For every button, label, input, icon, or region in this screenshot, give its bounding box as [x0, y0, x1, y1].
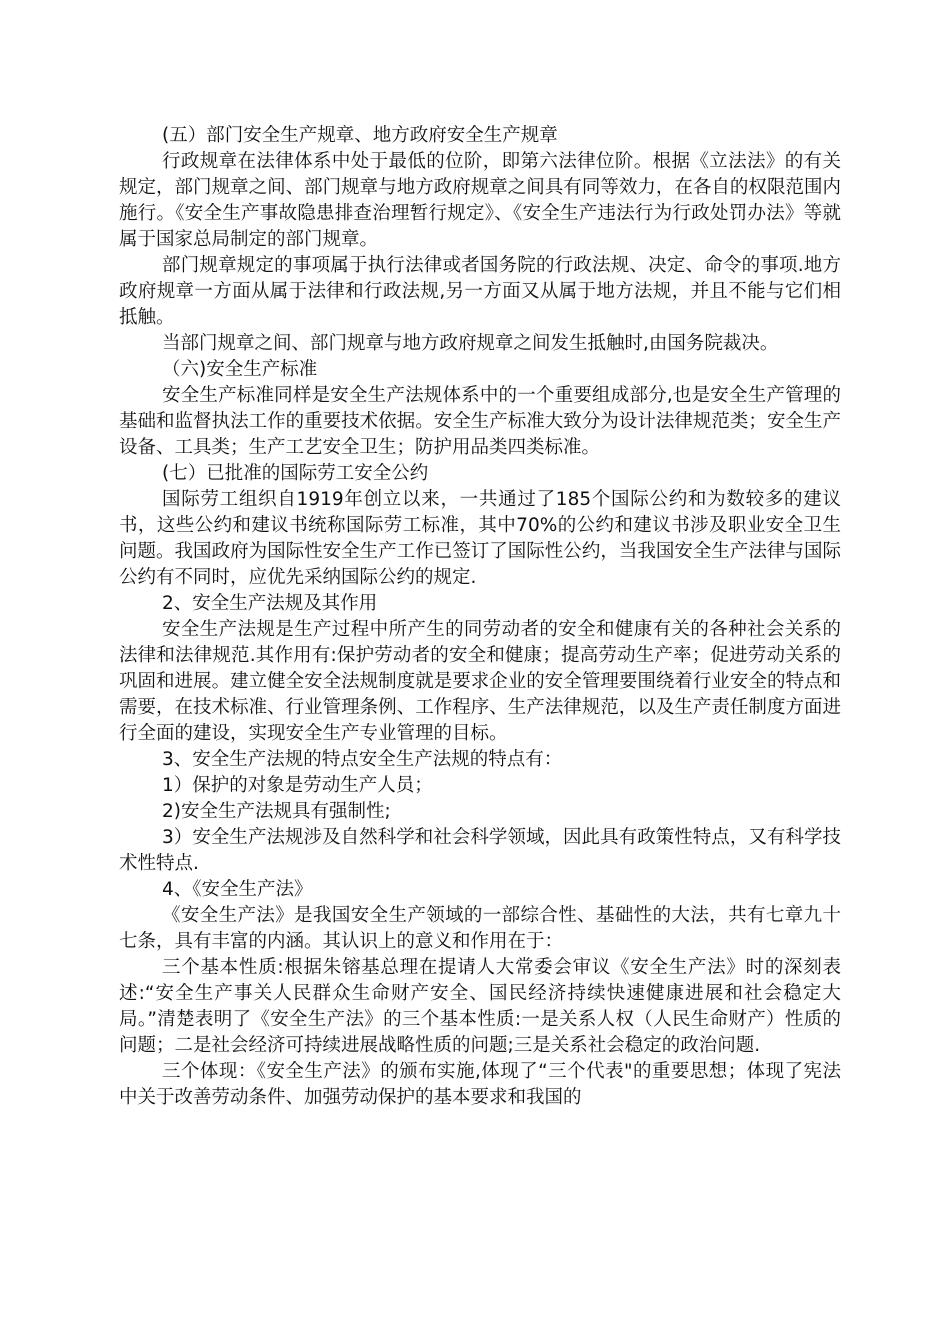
paragraph: 三个体现：《安全生产法》的颁布实施,体现了“三个代表"的重要思想；体现了宪法中关于改善劳动条件、加强劳动保护的基本要求和我国的	[119, 1061, 841, 1108]
document-body	[119, 123, 841, 1111]
paragraph: 部门规章规定的事项属于执行法律或者国务院的行政法规、决定、命令的事项.地方政府规章一方面从属于法律和行政法规,另一方面又从属于地方法规，并且不能与它们相抵触。	[119, 255, 841, 328]
list-item: 2)安全生产法规具有强制性;	[162, 801, 391, 822]
section-heading-3: 3、安全生产法规的特点安全生产法规的特点有：	[162, 749, 563, 770]
section-heading-6: （六)安全生产标准	[162, 359, 318, 380]
paragraph: 安全生产标准同样是安全生产法规体系中的一个重要组成部分,也是安全生产管理的基础和监督执法工作的重要技术依据。安全生产标准大致分为设计法律规范类；安全生产设备、工具类；生产工艺安全卫生；防护用品类四类标准。	[119, 385, 841, 458]
paragraph: 《安全生产法》是我国安全生产领域的一部综合性、基础性的大法，共有七章九十七条，具有丰富的内涵。其认识上的意义和作用在于：	[119, 905, 841, 952]
section-heading-4: 4、《安全生产法》	[162, 879, 313, 900]
list-item: 1）保护的对象是劳动生产人员；	[162, 775, 433, 796]
list-item: 3）安全生产法规涉及自然科学和社会科学领域，因此具有政策性特点，又有科学技术性特点.	[119, 827, 841, 874]
paragraph: 安全生产法规是生产过程中所产生的同劳动者的安全和健康有关的各种社会关系的法律和法律规范.其作用有:保护劳动者的安全和健康；提高劳动生产率；促进劳动关系的巩固和进展。建立健全安全法规制度就是要求企业的安全管理要围绕着行业安全的特点和需要，在技术标准、行业管理条例、工作程序、生产法律规范，以及生产责任制度方面进行全面的建设，实现安全生产专业管理的目标。	[119, 619, 841, 744]
paragraph: 三个基本性质:根据朱镕基总理在提请人大常委会审议《安全生产法》时的深刻表述:“安全生产事关人民群众生命财产安全、国民经济持续快速健康进展和社会稳定大局。”清楚表明了《安全生产法》的三个基本性质:一是关系人权（人民生命财产）性质的问题；二是社会经济可持续进展战略性质的问题;三是关系社会稳定的政治问题.	[119, 957, 841, 1056]
section-heading-2: 2、安全生产法规及其作用	[162, 593, 378, 614]
section-heading-7: (七）已批准的国际劳工安全公约	[162, 463, 429, 484]
section-heading-5: (五）部门安全生产规章、地方政府安全生产规章	[162, 125, 558, 146]
paragraph: 行政规章在法律体系中处于最低的位阶，即第六法律位阶。根据《立法法》的有关规定，部门规章之间、部门规章与地方政府规章之间具有同等效力，在各自的权限范围内施行。《安全生产事故隐患排查治理暂行规定》、《安全生产违法行为行政处罚办法》等就属于国家总局制定的部门规章。	[119, 151, 841, 250]
paragraph: 当部门规章之间、部门规章与地方政府规章之间发生抵触时,由国务院裁决。	[162, 333, 779, 354]
paragraph: 国际劳工组织自1919年创立以来，一共通过了185个国际公约和为数较多的建议书，这些公约和建议书统称国际劳工标准，其中70%的公约和建议书涉及职业安全卫生问题。我国政府为国际性安全生产工作已签订了国际性公约，当我国安全生产法律与国际公约有不同时，应优先采纳国际公约的规定.	[119, 489, 841, 588]
